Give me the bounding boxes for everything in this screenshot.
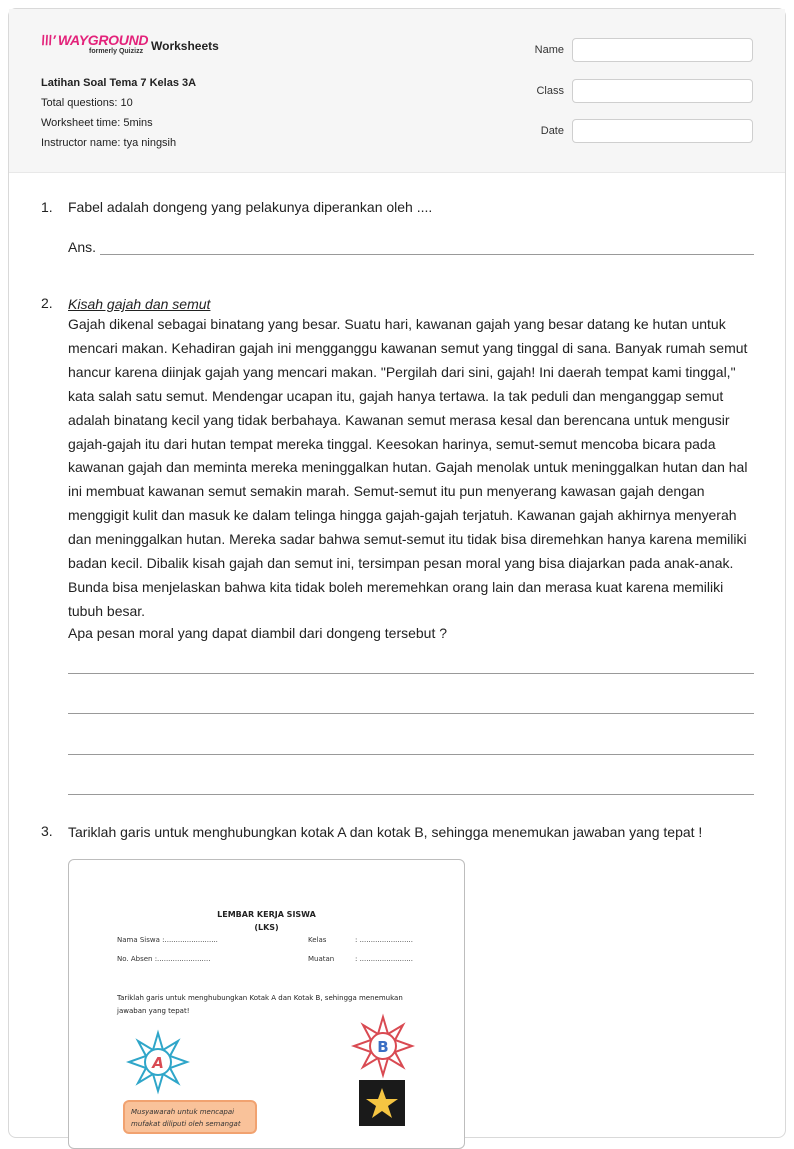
question-body (68, 295, 754, 642)
worksheet-page (8, 8, 786, 1138)
question-prompt: Apa pesan moral yang dapat diambil dari dongeng tersebut ? (68, 624, 448, 641)
story-title: Kisah gajah dan semut (68, 296, 211, 312)
lks-nama-siswa: Nama Siswa :........................ (117, 936, 218, 944)
star-a-icon (127, 1031, 189, 1093)
wayground-logo (39, 31, 149, 59)
name-label: Name (534, 44, 564, 56)
instructor-name: Instructor name: tya ningsih (41, 137, 177, 149)
answer-label: Ans. (68, 239, 97, 255)
answer-lines (68, 633, 754, 795)
name-input[interactable] (572, 38, 753, 62)
answer-line[interactable] (68, 755, 754, 796)
lks-instruction: Tariklah garis untuk menghubungkan Kotak A dan Kotak B, sehingga menemukan jawaban yang tepat! (117, 994, 403, 1015)
date-field-row (535, 119, 753, 143)
card-a: Musyawarah untuk mencapai mufakat diliputi oleh semangat (123, 1100, 257, 1134)
class-label: Class (536, 84, 564, 97)
answer-row (68, 239, 754, 255)
answer-line[interactable] (68, 674, 754, 715)
name-field-row (535, 38, 753, 62)
answer-line[interactable] (100, 239, 754, 255)
question-number: 2. (41, 295, 53, 311)
lks-muatan-dots: : ........................ (355, 955, 413, 963)
card-b-star-symbol (359, 1080, 405, 1126)
lks-kelas-dots: : ........................ (355, 936, 413, 944)
class-input[interactable] (572, 79, 753, 103)
question-text: Fabel adalah dongeng yang pelakunya diperankan oleh .... (68, 199, 433, 215)
app-title: Worksheets (151, 39, 219, 53)
lks-kelas-label: Kelas (308, 936, 327, 944)
answer-line[interactable] (68, 714, 754, 755)
class-field-row (535, 79, 753, 103)
worksheet-title: Latihan Soal Tema 7 Kelas 3A (41, 77, 197, 89)
star-b-icon (352, 1015, 414, 1077)
lks-muatan-label: Muatan (308, 955, 335, 963)
pancasila-star-icon (359, 1080, 405, 1126)
lks-worksheet-image (68, 859, 465, 1149)
logo-text: WAYGROUND (57, 32, 149, 48)
worksheet-meta (41, 73, 196, 153)
lks-no-absen: No. Absen :........................ (117, 955, 211, 963)
label-a: A (152, 1054, 164, 1072)
lks-title: LEMBAR KERJA SISWA (217, 910, 316, 919)
question-number: 3. (41, 823, 53, 839)
answer-line[interactable] (68, 633, 754, 674)
date-label: Date (540, 125, 564, 137)
question-number: 1. (41, 199, 53, 215)
worksheet-header (9, 9, 785, 173)
date-input[interactable] (572, 119, 753, 143)
total-questions: Total questions: 10 (41, 97, 133, 109)
logo-row (41, 31, 219, 59)
logo-mark-icon: \\\' (39, 32, 57, 48)
question-text: Tariklah garis untuk menghubungkan kotak A dan kotak B, sehingga menemukan jawaban yang tepat ! (68, 824, 703, 840)
logo-subtext: formerly Quizizz (89, 48, 144, 55)
lks-subtitle: (LKS) (254, 923, 279, 932)
story-text: Gajah dikenal sebagai binatang yang besar. Suatu hari, kawanan gajah yang besar datang ke hutan untuk mencari makan. Kehadiran gajah ini mengganggu kawanan semut yang tinggal di sana. Banyak rumah semut hancur karena diinjak gajah yang mencari makan. "Pergilah dari sini, gajah! Ini daerah tempat kami tinggal," kata salah satu semut. Mendengar ucapan itu, gajah hanya tertawa. Ia tak peduli dan menganggap semut adalah binatang kecil yang tidak berbahaya. Kawanan semut merasa kesal dan berencana untuk mengusir gajah-gajah itu dari hutan tempat mereka tinggal. Keesokan harinya, semut-semut mencoba bicara pada kawanan gajah dan meminta mereka meninggalkan hutan. Gajah menolak untuk meninggalkan hutan dan hal ini membuat kawanan semut semakin marah. Semut-semut itu pun menyerang kawasan gajah dengan menggigit kulit dan masuk ke dalam telinga hingga gajah-gajah terjatuh. Kawanan gajah akhirnya menyerah dan meninggalkan hutan. Mereka sadar bahwa semut-semut itu tidak bisa diremehkan hanya karena memiliki badan kecil. Dibalik kisah gajah dan semut ini, tersimpan pesan moral yang bisa diajarkan pada anak-anak. Bunda bisa menjelaskan bahwa kita tidak boleh meremehkan orang lain dan merasa kuat karena memiliki tubuh besar. (68, 316, 748, 619)
label-b: B (377, 1038, 389, 1056)
student-fields (535, 38, 753, 160)
worksheet-time: Worksheet time: 5mins (41, 117, 153, 129)
